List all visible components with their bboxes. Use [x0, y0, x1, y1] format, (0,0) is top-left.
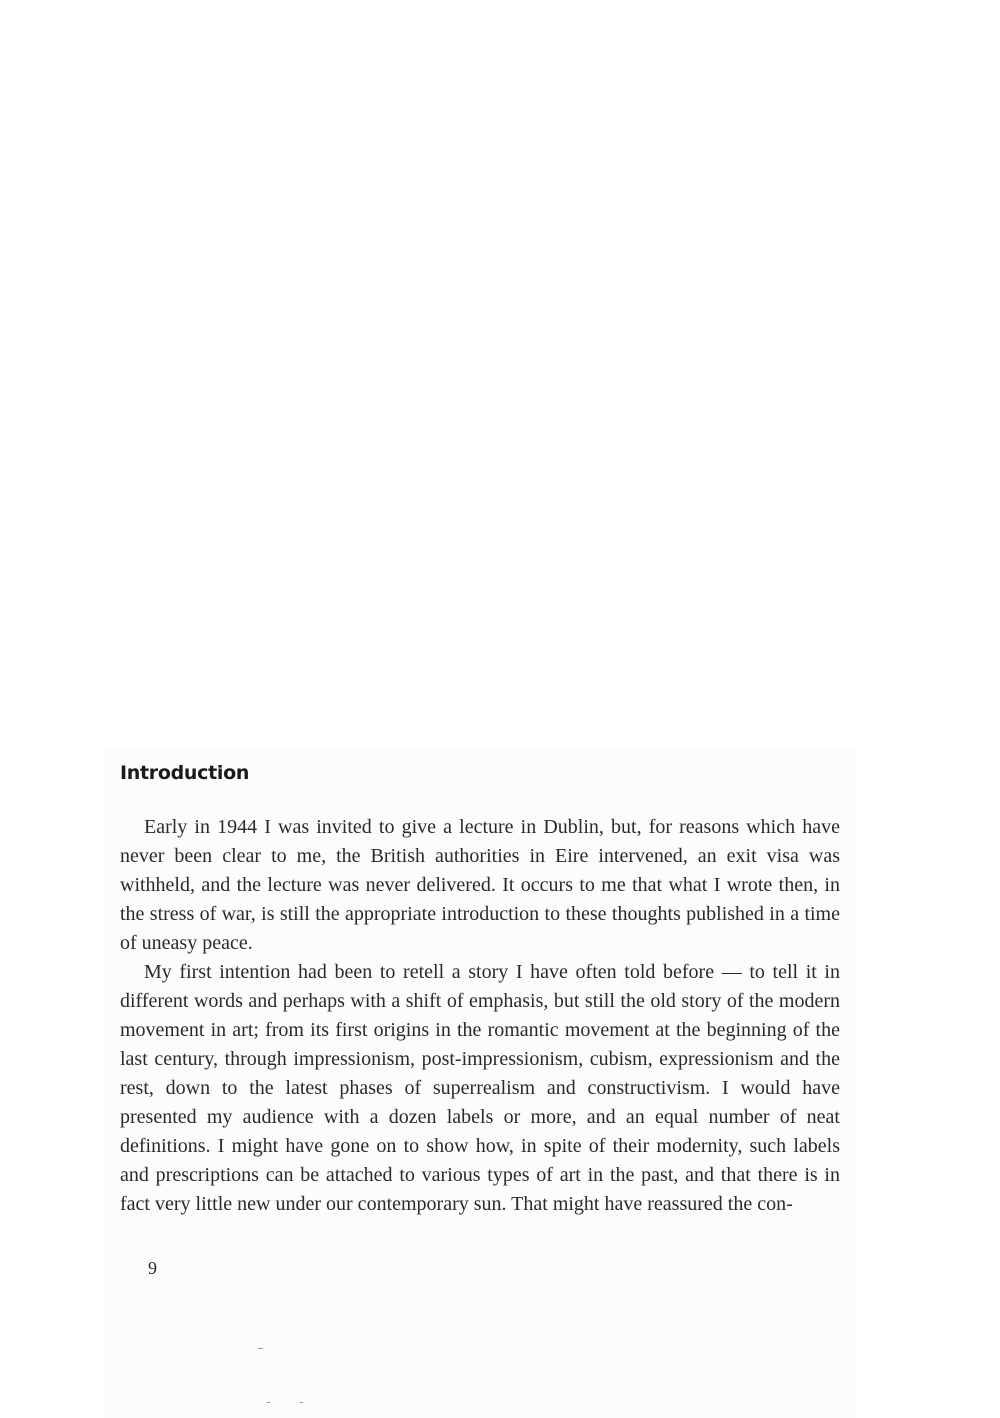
scan-speck	[267, 1402, 270, 1403]
page-number: 9	[148, 1258, 157, 1278]
scan-speck	[258, 1348, 263, 1349]
chapter-heading: Introduction	[120, 762, 250, 784]
body-text	[120, 813, 840, 1219]
paragraph-2: My first intention had been to retell a story I have often told before — to tell it in different words and perhaps with a shift of emphasis, but still the old story of the modern movement in art; from its first origins in the romantic movement at the beginning of the last century, through impressionism, post-impressionism, cubism, expressionism and the rest, down to the latest phases of superrealism and constructivism. I would have presented my audience with a dozen labels or more, and an equal number of neat definitions. I might have gone on to show how, in spite of their modernity, such labels and prescriptions can be attached to various types of art in the past, and that there is in fact very little new under our contemporary sun. That might have reassured the con-	[120, 961, 840, 1215]
paragraph-1: Early in 1944 I was invited to give a lecture in Dublin, but, for reasons which have never been clear to me, the British authorities in Eire intervened, an exit visa was withheld, and the lecture was never delivered. It occurs to me that what I wrote then, in the stress of war, is still the appropriate introduction to these thoughts published in a time of uneasy peace.	[120, 816, 840, 954]
scan-speck	[300, 1402, 303, 1403]
